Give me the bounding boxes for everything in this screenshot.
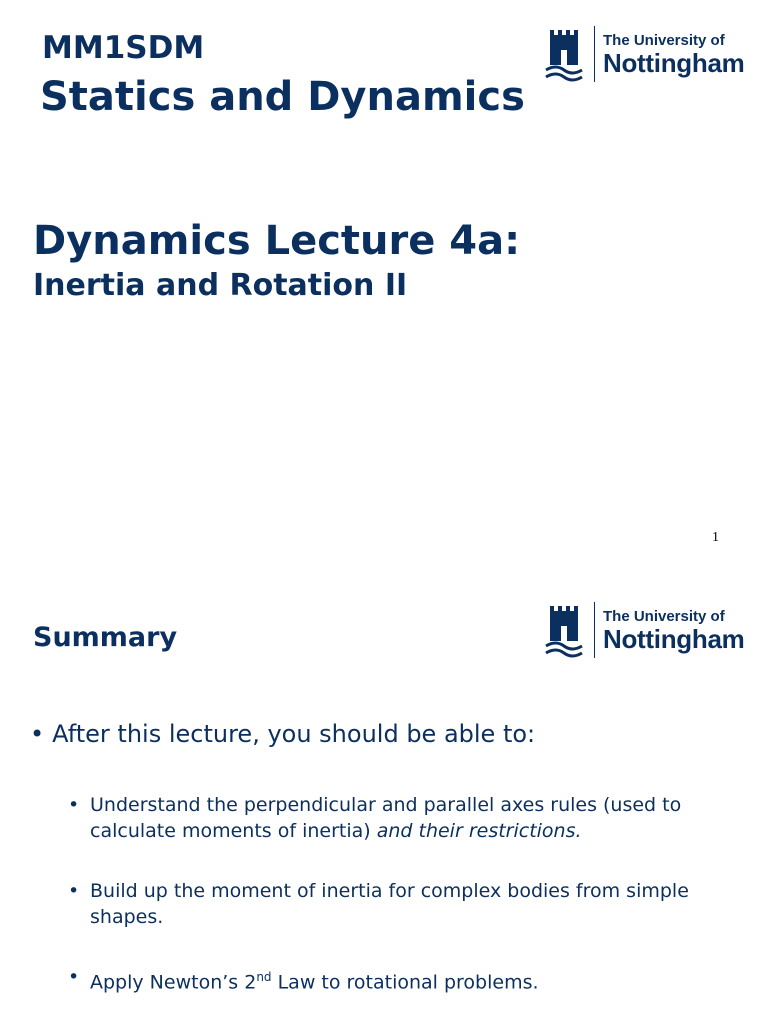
bullet-dot-icon: • <box>68 794 80 816</box>
sub-bullet-1-italic: and their restrictions. <box>376 820 582 842</box>
summary-title: Summary <box>33 622 178 653</box>
logo-line-2: Nottingham <box>603 47 745 78</box>
bullet-dot-icon: • <box>30 720 45 748</box>
course-title: Statics and Dynamics <box>40 74 525 120</box>
sub-bullet-3-sup: nd <box>256 970 272 984</box>
castle-crest-icon <box>544 602 584 658</box>
sub-bullet-3-after: Law to rotational problems. <box>271 971 539 994</box>
sub-bullet-3-before: Apply Newton’s 2 <box>90 971 257 994</box>
main-bullet-text: After this lecture, you should be able to: <box>52 720 536 748</box>
castle-crest-icon <box>544 26 584 82</box>
lecture-subtitle: Inertia and Rotation II <box>33 268 408 303</box>
logo-wordmark <box>603 33 744 76</box>
list-item <box>68 964 748 995</box>
logo-line-1: The University of <box>603 607 725 625</box>
page-number: 1 <box>712 530 719 545</box>
logo-divider <box>594 26 595 82</box>
university-logo <box>544 602 744 658</box>
summary-slide <box>0 580 768 1024</box>
logo-wordmark <box>603 609 744 652</box>
bullet-dot-icon: • <box>68 966 80 988</box>
list-item <box>68 878 748 930</box>
logo-divider <box>594 602 595 658</box>
logo-line-1: The University of <box>603 31 725 49</box>
university-logo <box>544 26 744 82</box>
sub-bullet-1-text: Understand the perpendicular and parallel axes rules (used to calculate moments of inertia) <box>90 794 682 842</box>
lecture-title: Dynamics Lecture 4a: <box>33 218 521 264</box>
bullet-dot-icon: • <box>68 880 80 902</box>
list-item <box>68 792 748 844</box>
main-bullet <box>30 720 535 748</box>
course-code: MM1SDM <box>42 30 205 66</box>
sub-bullet-2-text: Build up the moment of inertia for complex bodies from simple shapes. <box>90 880 689 928</box>
sub-bullet-list <box>68 792 748 1029</box>
logo-line-2: Nottingham <box>603 623 745 654</box>
